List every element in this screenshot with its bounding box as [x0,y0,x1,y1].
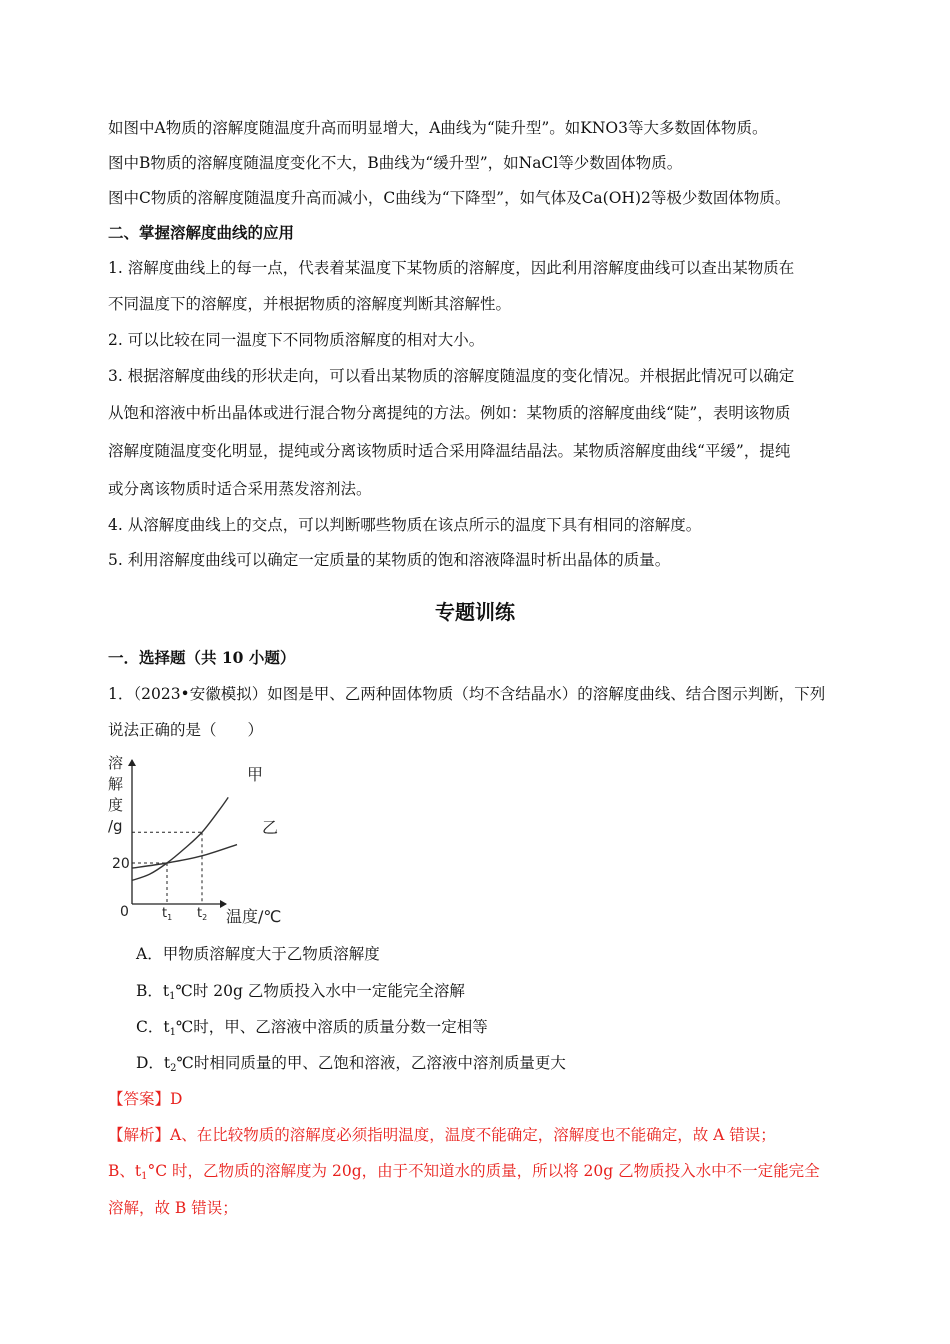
section2-p3-line2: 从饱和溶液中析出晶体或进行混合物分离提纯的方法。例如：某物质的溶解度曲线“陡”，表明该物质 [108,404,791,422]
training-title: 专题训练 [435,600,515,624]
intro-line-c: 图中C物质的溶解度随温度升高而减小，C曲线为“下降型”，如气体及Ca(OH)2等极少数固体物质。 [108,189,791,207]
series-label-2: 乙 [262,818,279,837]
option-b-text: ℃时 20g 乙物质投入水中一定能完全溶解 [175,982,465,1000]
option-d-text: ℃时相同质量的甲、乙饱和溶液，乙溶液中溶剂质量更大 [176,1054,566,1072]
option-c-subscript: 1 [169,1027,176,1038]
option-b-prefix: B．t [136,982,170,1000]
option-c-text: ℃时，甲、乙溶液中溶质的质量分数一定相等 [175,1018,488,1036]
y-axis-label-1: 溶 [108,754,124,772]
answer-label: 【答案】D [108,1090,183,1108]
analysis-b-prefix: B、t [108,1162,142,1180]
question1-line1: 1．（2023•安徽模拟）如图是甲、乙两种固体物质（均不含结晶水）的溶解度曲线、结合图示判断，下列 [108,685,826,703]
analysis-b-subscript: 1 [141,1171,148,1182]
option-b [136,981,465,1007]
y-axis-label-4: /g [108,817,123,835]
origin-label: 0 [120,904,129,920]
analysis-line3: 溶解，故 B 错误； [108,1199,238,1217]
option-c [136,1017,488,1043]
section2-p1-line1: 1. 溶解度曲线上的每一点，代表着某温度下某物质的溶解度，因此利用溶解度曲线可以查出某物质在 [108,259,795,277]
x-tick-label-2: $t_2$ [197,906,208,922]
intro-line-b: 图中B物质的溶解度随温度变化不大，B曲线为“缓升型”，如NaCl等少数固体物质。 [108,154,683,172]
analysis-b-text: °C 时，乙物质的溶解度为 20g，由于不知道水的质量，所以将 20g 乙物质投入水中不一定能完全 [147,1162,820,1180]
solubility-chart [104,752,294,930]
section2-p3-line4: 或分离该物质时适合采用蒸发溶剂法。 [108,480,372,498]
section2-p1-line2: 不同温度下的溶解度，并根据物质的溶解度判断其溶解性。 [108,295,512,313]
section2-p5: 5. 利用溶解度曲线可以确定一定质量的某物质的饱和溶液降温时析出晶体的质量。 [108,551,671,569]
question1-line2: 说法正确的是（ ） [108,721,264,739]
section2-p3-line1: 3. 根据溶解度曲线的形状走向，可以看出某物质的溶解度随温度的变化情况。并根据此情况可以确定 [108,367,795,385]
option-c-prefix: C．t [136,1018,170,1036]
y-tick-label-1: 20 [112,856,130,872]
option-d-subscript: 2 [170,1063,177,1074]
y-axis-label-3: 度 [108,796,124,814]
section2-p3-line3: 溶解度随温度变化明显，提纯或分离该物质时适合采用降温结晶法。某物质溶解度曲线“平缓”，提纯 [108,442,791,460]
series-label-1: 甲 [247,765,264,784]
option-a: A．甲物质溶解度大于乙物质溶解度 [136,945,380,963]
intro-line-a: 如图中A物质的溶解度随温度升高而明显增大，A曲线为“陡升型”。如KNO3等大多数固体物质。 [108,119,768,137]
analysis-line2 [108,1161,820,1187]
option-b-subscript: 1 [169,991,176,1002]
option-d-prefix: D．t [136,1054,171,1072]
part1-heading: 一．选择题（共 10 小题） [108,648,296,667]
option-d [136,1053,566,1079]
section2-heading: 二、掌握溶解度曲线的应用 [108,223,295,242]
series-line-1 [132,797,228,880]
x-tick-label-1: $t_1$ [162,906,173,922]
x-axis-label: 温度/℃ [226,907,282,926]
y-axis-label-2: 解 [108,775,124,793]
section2-p4: 4. 从溶解度曲线上的交点，可以判断哪些物质在该点所示的温度下具有相同的溶解度。 [108,516,702,534]
section2-p2: 2. 可以比较在同一温度下不同物质溶解度的相对大小。 [108,331,485,349]
analysis-line1: 【解析】A、在比较物质的溶解度必须指明温度，温度不能确定，溶解度也不能确定，故 A 错误； [108,1126,776,1144]
